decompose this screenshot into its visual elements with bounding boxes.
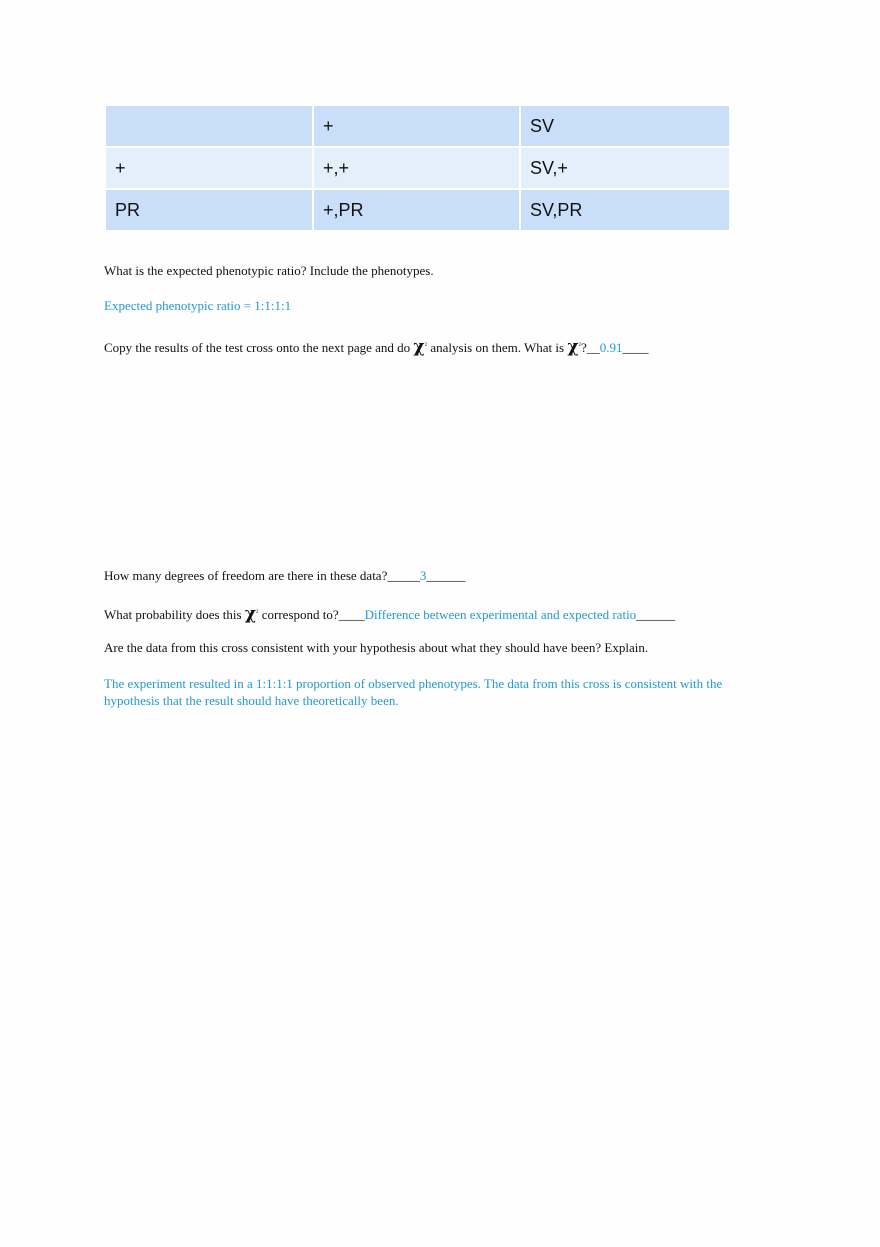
- question-text: How many degrees of freedom are there in these data?_____: [104, 568, 420, 583]
- answer-degrees-of-freedom: 3: [419, 568, 427, 583]
- blank-line: ______: [426, 568, 466, 583]
- question-degrees-of-freedom: [104, 568, 465, 584]
- answer-probability: Difference between experimental and expected ratio: [364, 607, 637, 622]
- question-text: Copy the results of the test cross onto the next page and do: [104, 340, 414, 355]
- chi-symbol: χ: [413, 337, 425, 357]
- table-row: [105, 147, 730, 189]
- table-cell: SV,PR: [520, 189, 730, 231]
- table-row: [105, 105, 730, 147]
- question-phenotypic-ratio: What is the expected phenotypic ratio? Include the phenotypes.: [104, 263, 434, 278]
- table-cell: PR: [105, 189, 313, 231]
- answer-phenotypic-ratio: Expected phenotypic ratio = 1:1:1:1: [104, 298, 292, 313]
- question-text: analysis on them. What is: [427, 340, 568, 355]
- table-cell: +,PR: [313, 189, 520, 231]
- answer-chi-square: 0.91: [599, 340, 623, 355]
- punnett-square: [104, 104, 731, 232]
- table-cell: +: [105, 147, 313, 189]
- chi-symbol: χ: [244, 604, 256, 624]
- superscript: 2: [256, 610, 259, 615]
- question-consistency: Are the data from this cross consistent with your hypothesis about what they should have been? Explain.: [104, 640, 649, 655]
- table-cell: +,+: [313, 147, 520, 189]
- question-text: ?__: [581, 340, 600, 355]
- question-probability: [104, 605, 675, 623]
- superscript: 2: [578, 343, 582, 348]
- table-cell: [105, 105, 313, 147]
- table-cell: SV,+: [520, 147, 730, 189]
- table-row: [105, 189, 730, 231]
- superscript: 2: [424, 343, 428, 348]
- blank-line: ____: [622, 340, 649, 355]
- blank-line: ______: [636, 607, 676, 622]
- question-text: correspond to?____: [258, 607, 365, 622]
- chi-symbol: χ: [567, 337, 579, 357]
- question-text: What probability does this: [104, 607, 245, 622]
- table-cell: +: [313, 105, 520, 147]
- table-cell: SV: [520, 105, 730, 147]
- question-chi-square: [104, 338, 649, 356]
- answer-consistency: The experiment resulted in a 1:1:1:1 proportion of observed phenotypes. The data from this cross is consistent with the hypothesis that the result should have theoretically been.: [104, 676, 723, 708]
